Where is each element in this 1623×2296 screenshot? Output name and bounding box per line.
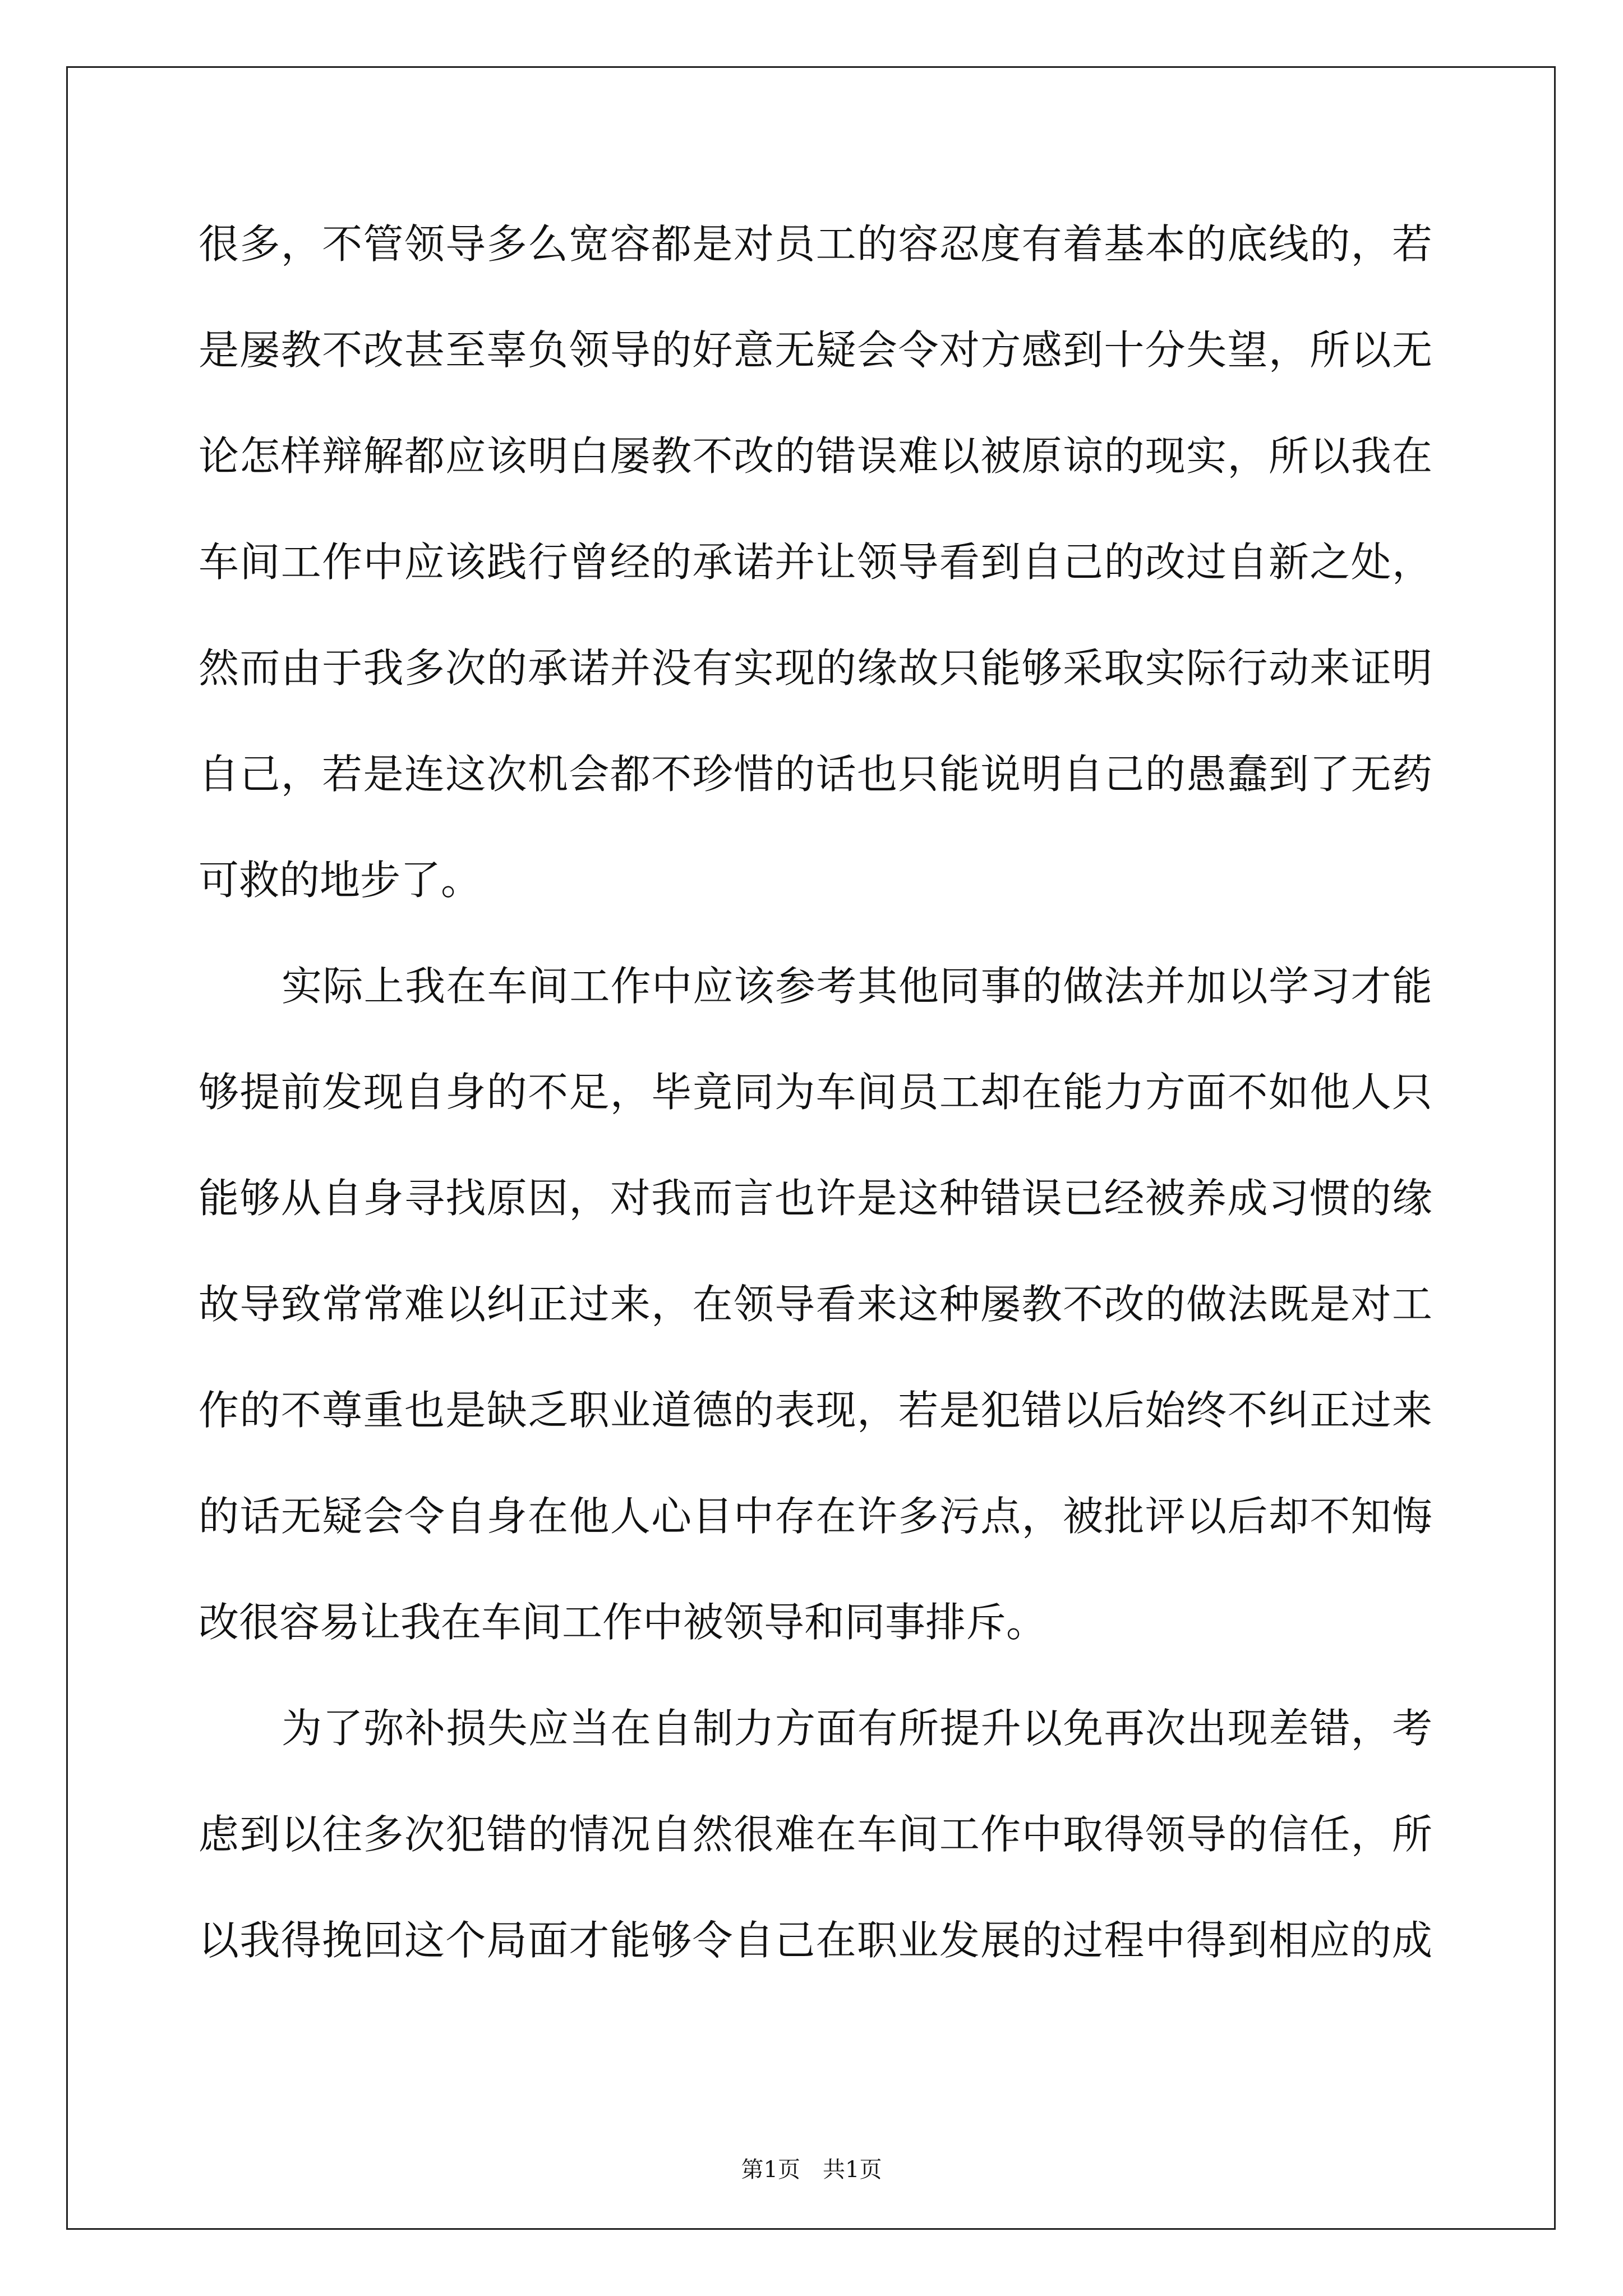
page-border (66, 66, 1556, 2230)
text-line: 虑到以往多次犯错的情况自然很难在车间工作中取得领导的信任，所 (199, 1811, 1432, 1858)
text-line: 故导致常常难以纠正过来，在领导看来这种屡教不改的做法既是对工 (199, 1281, 1432, 1328)
text-line: 自己，若是连这次机会都不珍惜的话也只能说明自己的愚蠢到了无药 (199, 751, 1432, 798)
text-line: 然而由于我多次的承诺并没有实现的缘故只能够采取实际行动来证明 (199, 645, 1432, 692)
text-line: 作的不尊重也是缺乏职业道德的表现，若是犯错以后始终不纠正过来 (199, 1387, 1432, 1434)
text-line: 是屡教不改甚至辜负领导的好意无疑会令对方感到十分失望，所以无 (199, 326, 1432, 374)
text-line: 可救的地步了。 (199, 857, 482, 904)
page-footer: 第1页 共1页 (741, 2157, 882, 2183)
text-line: 改很容易让我在车间工作中被领导和同事排斥。 (199, 1599, 1047, 1646)
text-line: 很多，不管领导多么宽容都是对员工的容忍度有着基本的底线的，若 (199, 220, 1432, 268)
paragraph-first-line: 实际上我在车间工作中应该参考其他同事的做法并加以学习才能 (282, 963, 1432, 1010)
text-line: 的话无疑会令自身在他人心目中存在许多污点，被批评以后却不知悔 (199, 1493, 1432, 1540)
text-line: 够提前发现自身的不足，毕竟同为车间员工却在能力方面不如他人只 (199, 1069, 1432, 1116)
text-line: 论怎样辩解都应该明白屡教不改的错误难以被原谅的现实，所以我在 (199, 432, 1432, 480)
text-line: 能够从自身寻找原因，对我而言也许是这种错误已经被养成习惯的缘 (199, 1175, 1432, 1222)
text-line: 以我得挽回这个局面才能够令自己在职业发展的过程中得到相应的成 (199, 1917, 1432, 1964)
paragraph-first-line: 为了弥补损失应当在自制力方面有所提升以免再次出现差错，考 (282, 1705, 1432, 1752)
text-line: 车间工作中应该践行曾经的承诺并让领导看到自己的改过自新之处， (199, 539, 1432, 586)
